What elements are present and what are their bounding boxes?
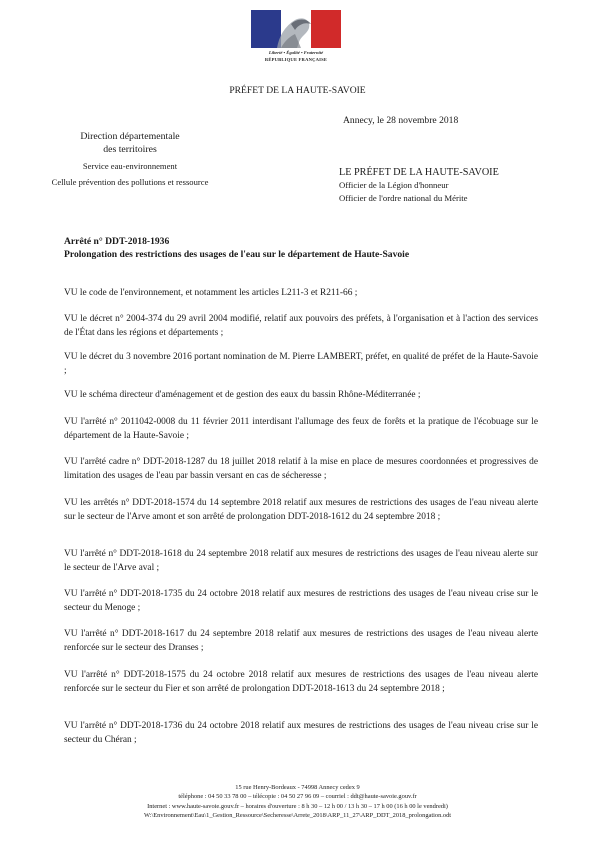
visa-text: VU l'arrêté cadre n° DDT-2018-1287 du 18 juillet 2018 relatif à la mise en place de mesures coordonnées et progressives de limitation des usages de l'eau par bassin versant en cas de sécheresse ; [64,457,538,481]
signatory-line-1: Officier de la Légion d'honneur [339,180,449,190]
visa-paragraph [64,312,538,340]
footer [80,783,515,820]
republique-francaise: RÉPUBLIQUE FRANÇAISE [264,57,328,62]
visa-paragraph [64,286,538,300]
visa-text: VU le décret du 3 novembre 2016 portant nomination de M. Pierre LAMBERT, préfet, en qualité de préfet de la Haute-Savoie ; [64,352,538,376]
visa-paragraph [64,455,538,483]
arrete-number: Arrêté n° DDT-2018-1936 [64,236,170,247]
direction-line-2: des territoires [103,144,157,155]
visa-text: VU l'arrêté n° DDT-2018-1618 du 24 septembre 2018 relatif aux mesures de restrictions des usages de l'eau niveau alerte sur le secteur de l'Arve aval ; [64,549,538,573]
visa-paragraph [64,627,538,655]
sender-cellule: Cellule prévention des pollutions et ressource [51,177,209,187]
visa-paragraph [64,719,538,747]
arrete-object: Prolongation des restrictions des usages de l'eau sur le département de Haute-Savoie [64,249,410,260]
sender-service: Service eau-environnement [82,161,178,171]
visa-paragraph [64,547,538,575]
visa-text: VU l'arrêté n° DDT-2018-1617 du 24 septembre 2018 relatif aux mesures de restrictions des usages de l'eau niveau alerte renforcée sur le secteur des Dranses ; [64,629,538,653]
footer-web: Internet : www.haute-savoie.gouv.fr – horaires d'ouverture : 8 h 30 – 12 h 00 / 13 h 30 – 17 h 00 (16 h 00 le vendredi) [147,802,448,810]
visa-text: VU l'arrêté n° 2011042-0008 du 11 février 2011 interdisant l'allumage des feux de forêts et la pratique de l'écobuage sur le département de la Haute-Savoie ; [64,417,538,441]
footer-phones: téléphone : 04 50 33 78 00 – télécopie : 04 50 27 96 09 – courriel : ddt@haute-savoie.gouv.fr [178,793,417,801]
visa-text: VU les arrêtés n° DDT-2018-1574 du 14 septembre 2018 relatif aux mesures de restrictions des usages de l'eau niveau alerte sur le secteur de l'Arve amont et son arrêté de prolongation DDT-2018-1612 du 24 septembre 2018 ; [64,498,538,522]
visa-paragraph [64,496,538,524]
signatory-title: LE PRÉFET DE LA HAUTE-SAVOIE [339,167,499,178]
visa-text: VU le schéma directeur d'aménagement et de gestion des eaux du bassin Rhône-Méditerranée ; [64,390,421,400]
visa-text: VU le code de l'environnement, et notamment les articles L211-3 et R211-66 ; [64,288,358,298]
visa-text: VU l'arrêté n° DDT-2018-1575 du 24 octobre 2018 relatif aux mesures de restrictions des usages de l'eau niveau alerte renforcée sur le secteur du Fier et son arrêté de prolongation DDT-2018-1613 du 24 septembre 2018 ; [64,670,538,694]
visa-text: VU le décret n° 2004-374 du 29 avril 2004 modifié, relatif aux pouvoirs des préfets, à l'organisation et à l'action des services de l'État dans les régions et départements ; [64,314,538,338]
signatory-line-2: Officier de l'ordre national du Mérite [339,193,468,203]
marianne-logo [251,10,341,72]
footer-address: 15 rue Henry-Bordeaux - 74998 Annecy cedex 9 [235,784,360,791]
motto: Liberté • Égalité • Fraternité [268,50,324,55]
sender-direction [40,130,220,156]
visa-paragraph [64,415,538,443]
visa-paragraph [64,388,538,402]
visa-paragraph [64,587,538,615]
visa-text: VU l'arrêté n° DDT-2018-1735 du 24 octobre 2018 relatif aux mesures de restrictions des usages de l'eau niveau crise sur le secteur du Menoge ; [64,589,538,613]
visa-paragraph [64,350,538,378]
marianne-flag-icon [251,10,341,48]
footer-file-path: W:\Environnement\Eau\1_Gestion_Ressource\Secheresse\Arrete_2018\ARP_11_27\ARP_DDT_2018_prolongation.odt [143,811,452,819]
document-date: Annecy, le 28 novembre 2018 [343,115,459,126]
prefet-heading: PRÉFET DE LA HAUTE-SAVOIE [229,85,366,96]
direction-line-1: Direction départementale [80,131,180,142]
visa-paragraph [64,668,538,696]
visa-text: VU l'arrêté n° DDT-2018-1736 du 24 octobre 2018 relatif aux mesures de restrictions des usages de l'eau niveau crise sur le secteur du Chéran ; [64,721,538,745]
